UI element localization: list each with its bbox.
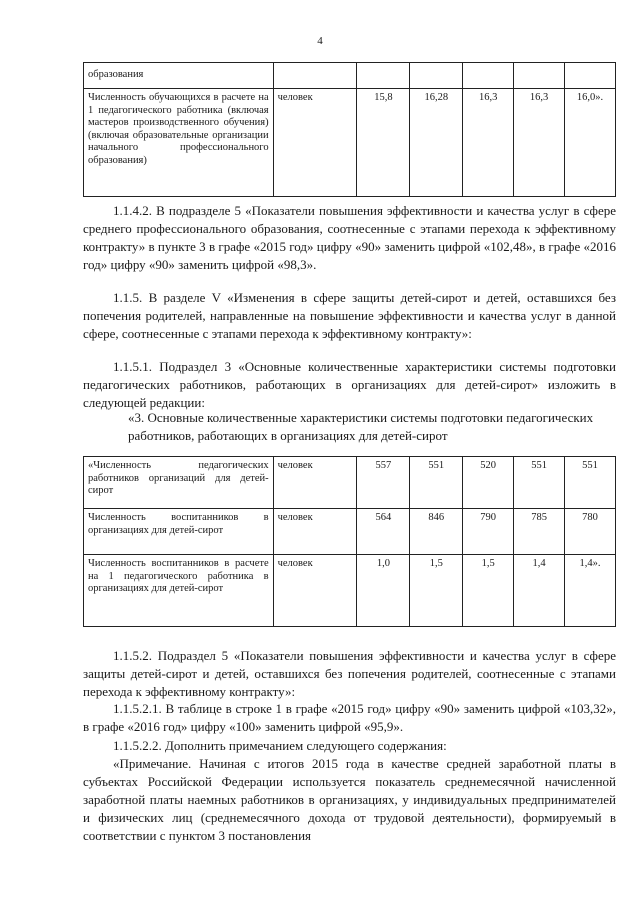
table-cell-unit: человек <box>273 509 357 555</box>
table-cell-unit: человек <box>273 555 357 627</box>
table-cell-label: Численность воспитанников в организациях для детей-сирот <box>84 509 274 555</box>
page-number: 4 <box>317 35 323 47</box>
note-paragraph: «Примечание. Начиная с итогов 2015 года в качестве средней заработной платы в субъектах Российской Федерации используется показатель среднемесячной начисленной заработной платы наемных работников в организациях, у индивидуальных предпринимателей и физических лиц (среднемесячного дохода от трудовой деятельности), формируемый в соответствии с пунктом 3 постановления <box>83 756 616 843</box>
table-row <box>84 555 616 627</box>
table-cell-value: 16,3 <box>463 89 514 197</box>
table-cell-value: 846 <box>410 509 463 555</box>
table-cell-value: 551 <box>410 457 463 509</box>
table-cell-value: 557 <box>357 457 410 509</box>
table-cell-value: 16,0». <box>565 89 616 197</box>
table-cell-value: 1,4». <box>565 555 616 627</box>
table-orphans <box>83 456 616 627</box>
table-row <box>84 509 616 555</box>
table-cell-label: образования <box>84 63 274 89</box>
table-cell-value: 1,4 <box>514 555 565 627</box>
paragraph-1-1-5: 1.1.5. В разделе V «Изменения в сфере защиты детей-сирот и детей, оставшихся без попечения родителей, направленные на повышение эффективности и качества услуг в данной сфере, соотнесенные с этапами перехода к эффективному контракту»: <box>83 290 616 341</box>
table-cell-value: 520 <box>463 457 514 509</box>
paragraph-1-1-5-2: 1.1.5.2. Подраздел 5 «Показатели повышения эффективности и качества услуг в сфере защиты детей-сирот и детей, оставшихся без попечения родителей, соотнесенные с этапами перехода к эффективному контракту»: <box>83 648 616 699</box>
table-cell-value: 790 <box>463 509 514 555</box>
table-cell-value: 564 <box>357 509 410 555</box>
table-cell-value: 551 <box>565 457 616 509</box>
table-row <box>84 63 616 89</box>
section-heading: «3. Основные количественные характеристики системы подготовки педагогических работников, работающих в организациях для детей-сирот <box>128 410 594 443</box>
table-cell-label: Численность обучающихся в расчете на 1 педагогического работника (включая мастеров производственного обучения) (включая образовательные организации начального профессионального образования) <box>84 89 274 197</box>
table-cell-unit: человек <box>273 89 357 197</box>
table-cell-value: 1,5 <box>463 555 514 627</box>
paragraph-1-1-5-2-2: 1.1.5.2.2. Дополнить примечанием следующего содержания: <box>113 738 447 753</box>
table-cell-value: 785 <box>514 509 565 555</box>
table-cell-value: 1,0 <box>357 555 410 627</box>
table-row <box>84 457 616 509</box>
table-education <box>83 62 616 197</box>
table-cell-value: 16,28 <box>410 89 463 197</box>
table-cell-value: 16,3 <box>514 89 565 197</box>
table-cell-label: Численность воспитанников в расчете на 1 педагогического работника в организациях для детей-сирот <box>84 555 274 627</box>
table-cell-value: 551 <box>514 457 565 509</box>
table-cell-unit: человек <box>273 457 357 509</box>
table-row <box>84 89 616 197</box>
table-cell-value: 780 <box>565 509 616 555</box>
table-cell-value: 15,8 <box>357 89 410 197</box>
paragraph-1-1-5-2-1: 1.1.5.2.1. В таблице в строке 1 в графе «2015 год» цифру «90» заменить цифрой «103,32», в графе «2016 год» цифру «100» заменить цифрой «95,9». <box>83 701 616 734</box>
paragraph-1-1-4-2: 1.1.4.2. В подразделе 5 «Показатели повышения эффективности и качества услуг в сфере среднего профессионального образования, соотнесенные с этапами перехода к эффективному контракту» в пункте 3 в графе «2015 год» цифру «90» заменить цифрой «102,48», в графе «2016 год» цифру «90» заменить цифрой «98,3». <box>83 203 616 272</box>
paragraph-1-1-5-1: 1.1.5.1. Подраздел 3 «Основные количественные характеристики системы подготовки педагогических работников, работающих в организациях для детей-сирот» изложить в следующей редакции: <box>83 359 616 410</box>
table-cell-label: «Численность педагогических работников организаций для детей-сирот <box>84 457 274 509</box>
table-cell-value: 1,5 <box>410 555 463 627</box>
